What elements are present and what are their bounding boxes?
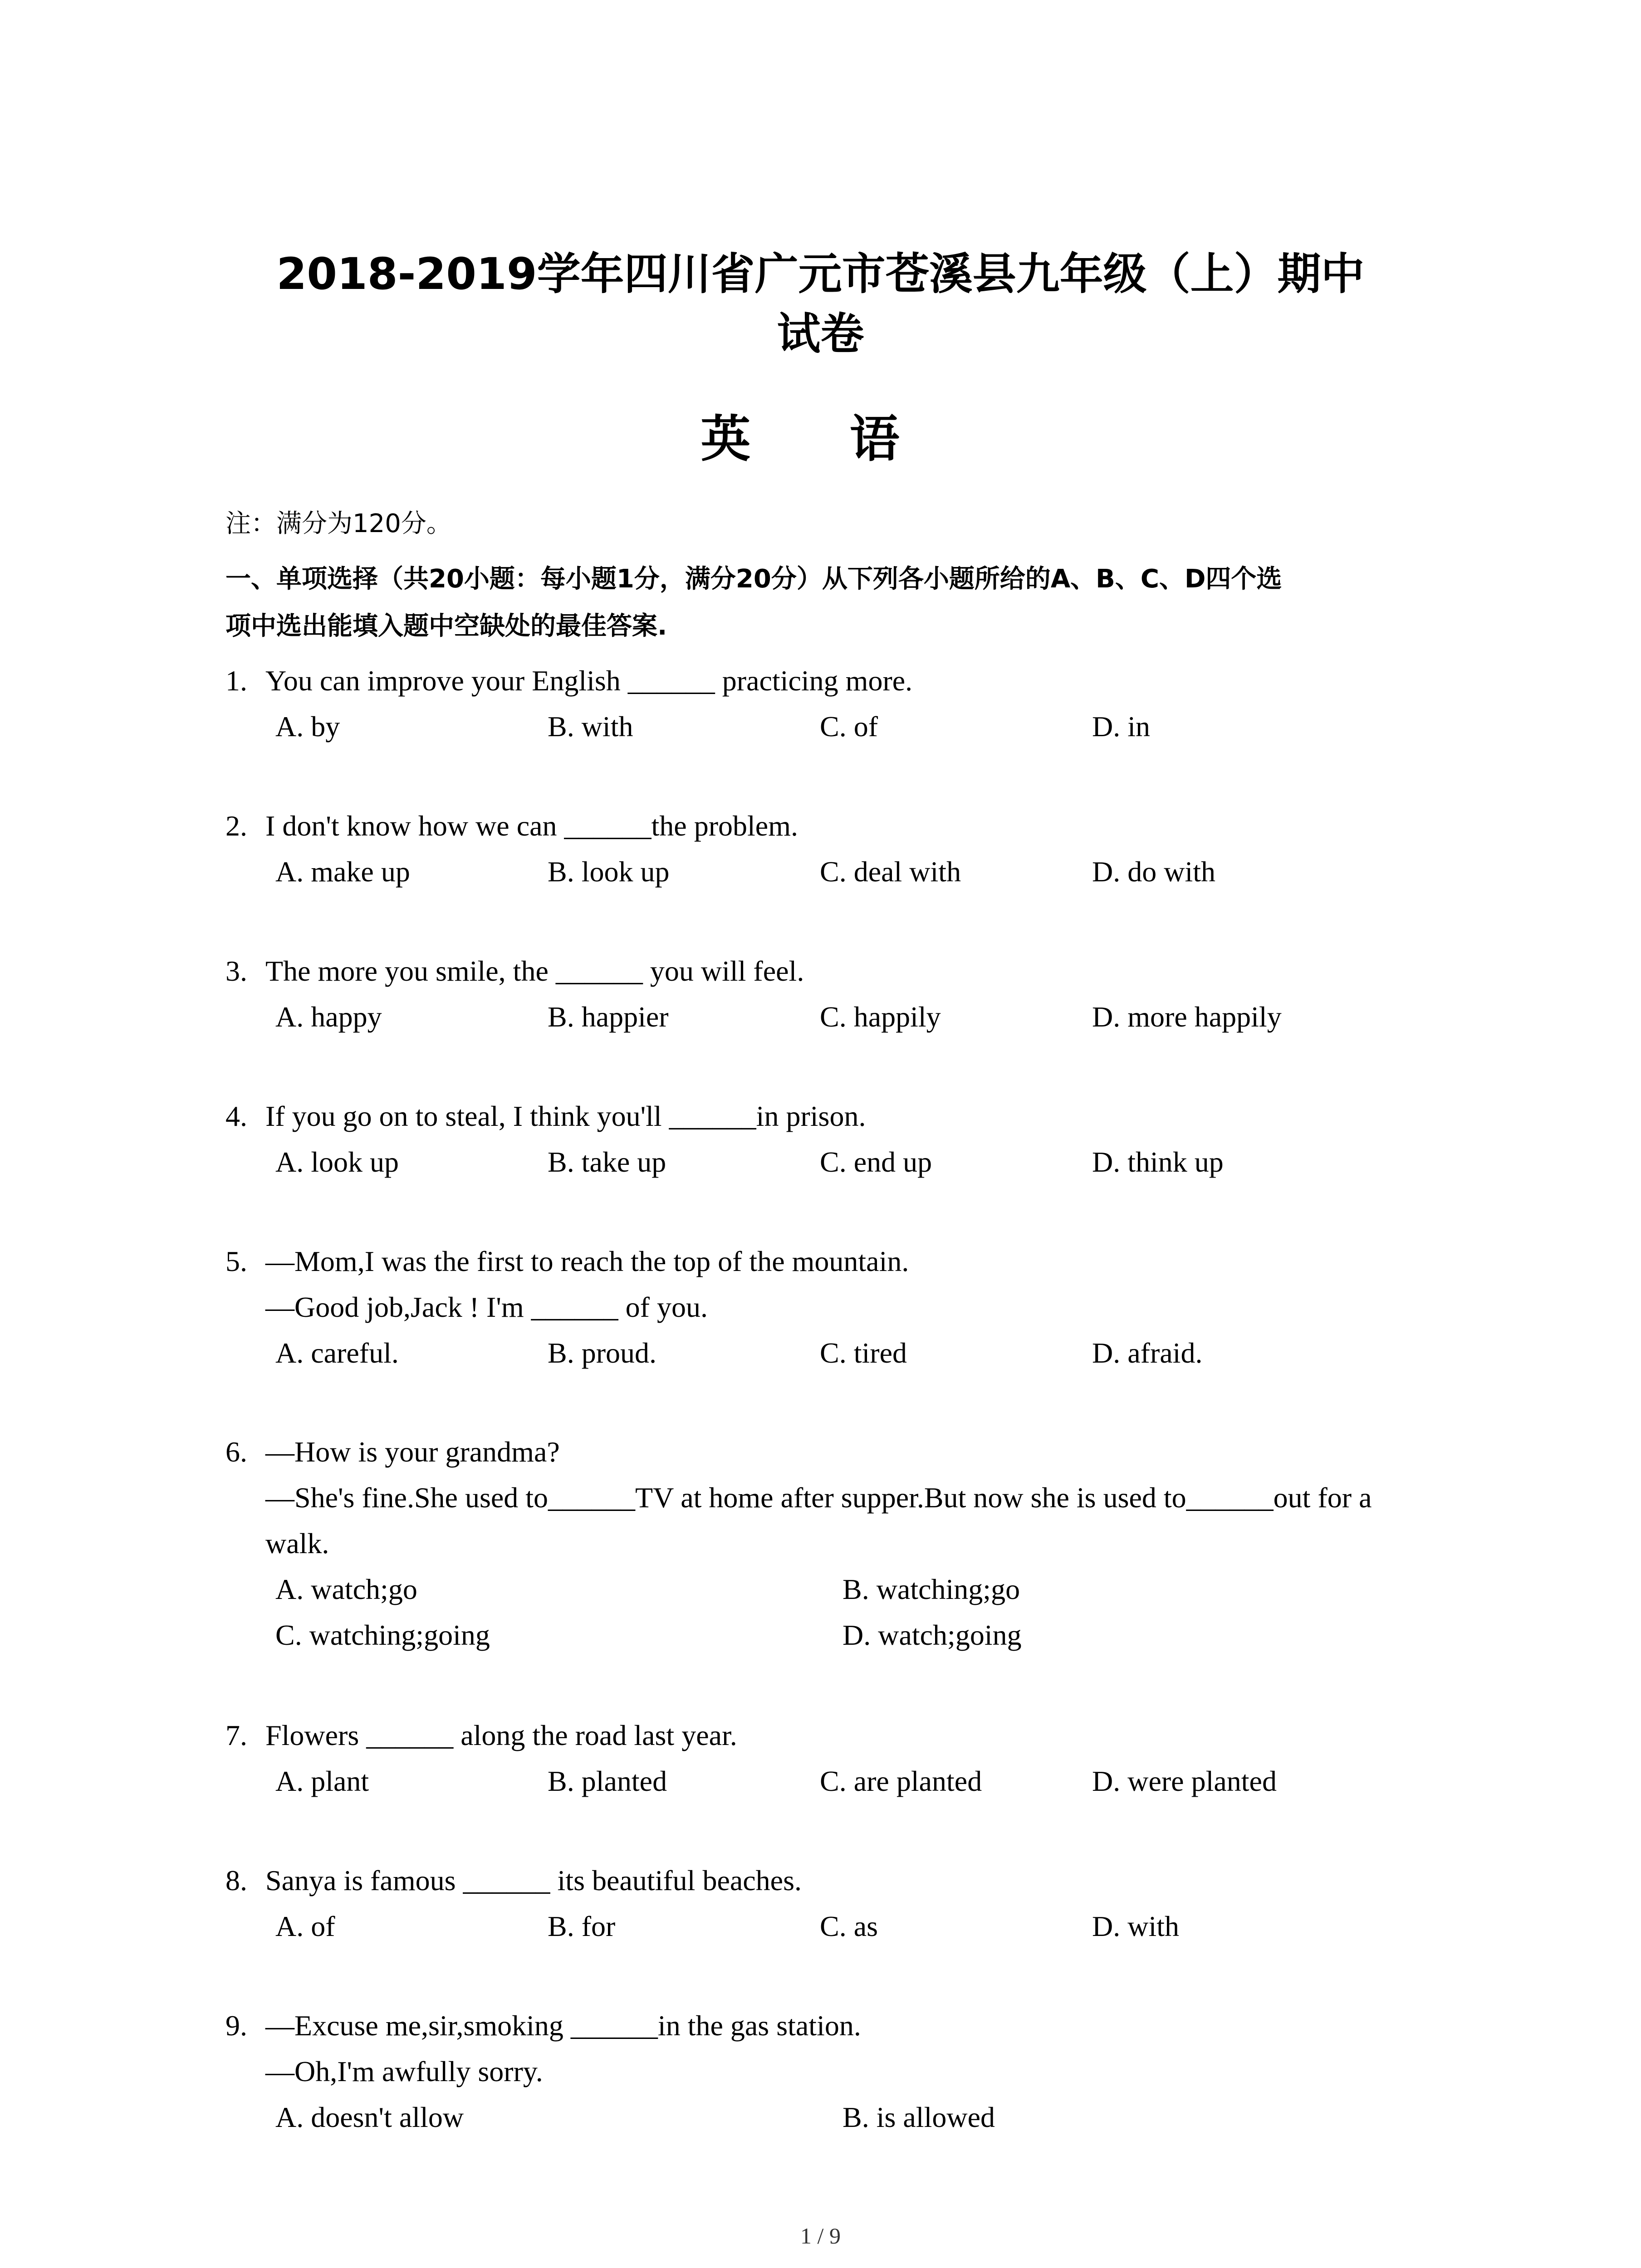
option-d: D. do with xyxy=(1092,855,1215,888)
exam-title-line1: 2018-2019学年四川省广元市苍溪县九年级（上）期中 xyxy=(276,249,1365,299)
question-stem: —How is your grandma? xyxy=(265,1436,560,1468)
option-b: B. happier xyxy=(548,1001,669,1033)
question-2 xyxy=(225,803,1441,894)
question-3 xyxy=(225,948,1441,1040)
question-1 xyxy=(225,658,1441,749)
question-stem: If you go on to steal, I think you'll ______in prison. xyxy=(265,1100,866,1132)
question-number: 4. xyxy=(225,1100,247,1132)
option-b: B. for xyxy=(548,1910,616,1942)
option-d: D. watch;going xyxy=(843,1619,1022,1651)
option-b: B. watching;go xyxy=(843,1573,1020,1605)
option-d: D. afraid. xyxy=(1092,1337,1203,1369)
question-8 xyxy=(225,1857,1441,1949)
subject-heading: 英 语 xyxy=(700,410,941,468)
section-instructions xyxy=(225,556,1450,650)
question-4 xyxy=(225,1093,1441,1185)
option-b: B. planted xyxy=(548,1765,667,1797)
option-c: C. deal with xyxy=(820,855,961,888)
option-c: C. end up xyxy=(820,1146,932,1178)
option-a: A. doesn't allow xyxy=(275,2101,464,2133)
question-number: 6. xyxy=(225,1436,247,1468)
question-stem: —She's fine.She used to______TV at home after supper.But now she is used to______out for a walk. xyxy=(265,1481,1372,1559)
question-stem: I don't know how we can ______the problem. xyxy=(265,810,798,842)
option-d: D. with xyxy=(1092,1910,1179,1942)
option-a: A. watch;go xyxy=(275,1573,417,1605)
option-d: D. think up xyxy=(1092,1146,1224,1178)
option-b: B. with xyxy=(548,710,633,743)
option-a: A. happy xyxy=(275,1001,382,1033)
section-instructions-line1: 一、单项选择（共20小题：每小题1分，满分20分）从下列各小题所给的A、B、C、D四个选 xyxy=(225,564,1282,594)
option-b: B. take up xyxy=(548,1146,666,1178)
question-stem: You can improve your English ______ practicing more. xyxy=(265,665,913,697)
option-c: C. happily xyxy=(820,1001,941,1033)
option-a: A. make up xyxy=(275,855,410,888)
question-7 xyxy=(225,1712,1441,1804)
option-c: C. watching;going xyxy=(275,1619,490,1651)
question-stem: Flowers ______ along the road last year. xyxy=(265,1719,737,1751)
option-b: B. look up xyxy=(548,855,670,888)
option-a: A. of xyxy=(275,1910,335,1942)
question-number: 1. xyxy=(225,665,247,697)
question-number: 9. xyxy=(225,2009,247,2042)
question-number: 2. xyxy=(225,810,247,842)
question-number: 7. xyxy=(225,1719,247,1751)
question-number: 8. xyxy=(225,1864,247,1897)
option-a: A. plant xyxy=(275,1765,369,1797)
option-a: A. by xyxy=(275,710,340,743)
question-stem: —Excuse me,sir,smoking ______in the gas station. xyxy=(265,2009,861,2042)
question-5 xyxy=(225,1238,1441,1376)
option-b: B. is allowed xyxy=(843,2101,995,2133)
page-number: 1 / 9 xyxy=(800,2223,841,2248)
option-d: D. more happily xyxy=(1092,1001,1282,1033)
option-d: D. were planted xyxy=(1092,1765,1277,1797)
question-stem: Sanya is famous ______ its beautiful beaches. xyxy=(265,1864,802,1897)
option-b: B. proud. xyxy=(548,1337,656,1369)
question-9 xyxy=(225,2003,1441,2140)
option-d: D. in xyxy=(1092,710,1150,743)
option-c: C. as xyxy=(820,1910,878,1942)
option-a: A. careful. xyxy=(275,1337,399,1369)
score-note: 注：满分为120分。 xyxy=(225,509,452,538)
question-6 xyxy=(225,1429,1441,1658)
question-stem: The more you smile, the ______ you will feel. xyxy=(265,955,804,987)
option-c: C. tired xyxy=(820,1337,907,1369)
question-number: 5. xyxy=(225,1245,247,1277)
option-a: A. look up xyxy=(275,1146,399,1178)
option-c: C. of xyxy=(820,710,878,743)
question-stem: —Good job,Jack ! I'm ______ of you. xyxy=(265,1291,708,1323)
option-c: C. are planted xyxy=(820,1765,982,1797)
question-number: 3. xyxy=(225,955,247,987)
exam-title-line2: 试卷 xyxy=(777,308,864,359)
question-stem: —Oh,I'm awfully sorry. xyxy=(265,2055,543,2087)
question-stem: —Mom,I was the first to reach the top of the mountain. xyxy=(265,1245,909,1277)
section-instructions-line2: 项中选出能填入题中空缺处的最佳答案. xyxy=(225,611,667,641)
